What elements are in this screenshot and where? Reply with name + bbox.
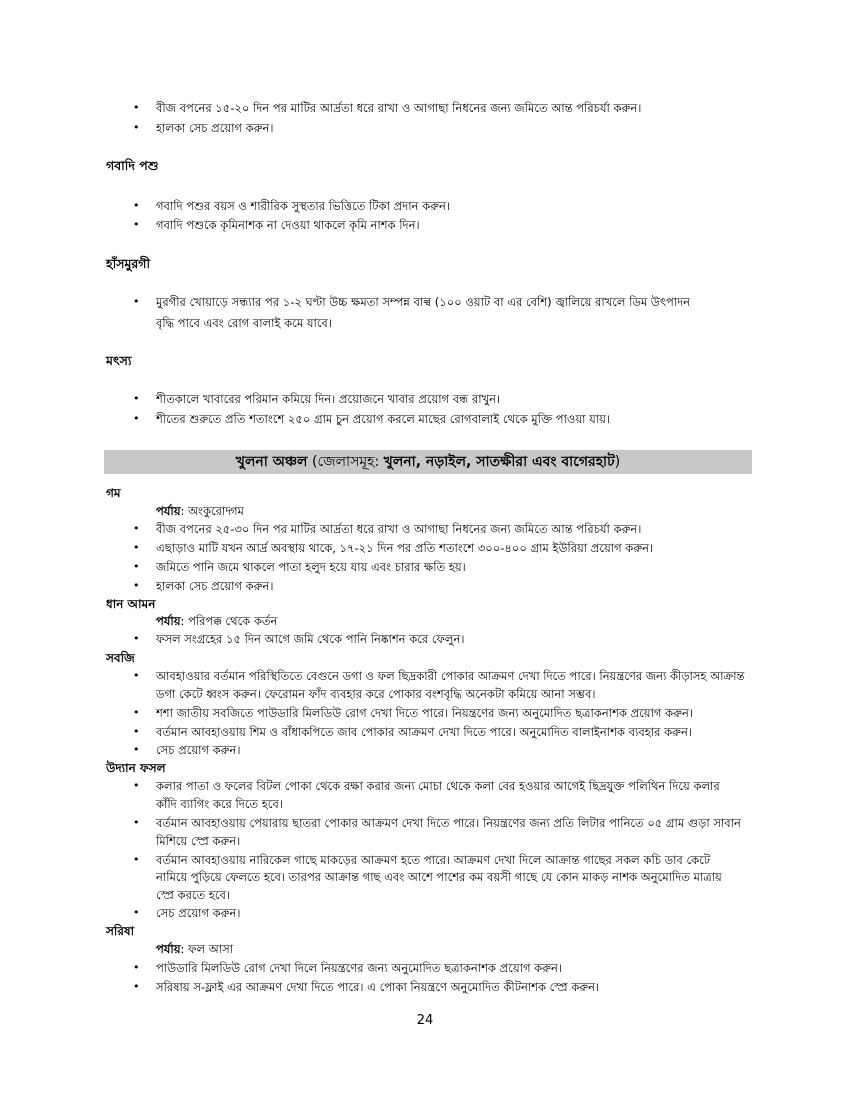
- list-item-text: বীজ বপনের ১৫-২০ দিন পর মাটির আর্দ্রতা ধরে রাখা ও আগাছা নিধনের জন্য জমিতে আন্ত পরিচর্যা করুন।: [156, 101, 642, 115]
- stage-value: : অংকুরোদ্গম: [180, 504, 244, 518]
- stage-label: পর্যায়: [156, 614, 181, 628]
- list-item-text: শশা জাতীয় সবজিতে পাউডারি মিলডিউ রোগ দেখা দিতে পারে। নিয়ন্ত্রণের জন্য অনুমোদিত ছত্রাকনাশক প্রয়োগ করুন।: [156, 706, 693, 720]
- list-item-text: শীতকালে খাবারের পরিমান কমিয়ে দিন। প্রয়োজনে খাবার প্রয়োগ বন্ধ রাখুন।: [156, 392, 501, 406]
- bullet-icon: •: [133, 743, 140, 756]
- list-item-text: গবাদি পশুর বয়স ও শারীরিক সুস্থতার ভিত্তিতে টিকা প্রদান করুন।: [156, 199, 450, 213]
- list-item-text: স্প্রে করতে হবে।: [156, 888, 230, 902]
- stage-value: : পরিপক্ক থেকে কর্তন: [180, 614, 278, 628]
- list-item-text: পাউডারি মিলডিউ রোগ দেখা দিলে নিয়ন্ত্রণের জন্য অনুমোদিত ছত্রাকনাশক প্রয়োগ করুন।: [156, 961, 562, 975]
- list-item-text: সরিষায় স-ফ্লাই এর আক্রমণ দেখা দিতে পারে। এ পোকা নিয়ন্ত্রণে অনুমোদিত কীটনাশক স্প্রে করুন।: [156, 980, 600, 994]
- bullet-icon: •: [133, 853, 140, 866]
- list-item-text: এছাড়াও মাটি যখন আর্দ্র অবস্থায় থাকে, ১৭-২১ দিন পর প্রতি শতাংশে ৩০০-৪০০ গ্রাম ইউরিয়া প্রয়োগ করুন।: [156, 541, 654, 555]
- heading-text: হাঁসমুরগী: [106, 256, 151, 271]
- list-item-text: বর্তমান আবহাওয়ায় নারিকেল গাছে মাকড়ের আক্রমণ হতে পারে। আক্রমণ দেখা দিলে আক্রান্ত গাছের সকল কচি ডাব কেটে: [156, 853, 711, 867]
- bullet-icon: •: [133, 632, 140, 645]
- heading-text: মৎস্য: [106, 353, 132, 368]
- list-item-text: বৃদ্ধি পাবে এবং রোগ বালাই কমে যাবে।: [156, 316, 332, 330]
- bullet-icon: •: [133, 295, 140, 308]
- heading-text: গম: [106, 486, 121, 500]
- bullet-icon: •: [133, 522, 140, 535]
- region-banner: [104, 450, 752, 474]
- list-item-text: ফসল সংগ্রহের ১৫ দিন আগে জমি থেকে পানি নিষ্কাশন করে ফেলুন।: [156, 632, 465, 646]
- bullet-icon: •: [133, 560, 140, 573]
- bullet-icon: •: [133, 961, 140, 974]
- list-item-text: গবাদি পশুকে কৃমিনাশক না দেওয়া থাকলে কৃমি নাশক দিন।: [156, 218, 420, 232]
- heading-text: গবাদি পশু: [106, 158, 159, 173]
- bullet-icon: •: [133, 392, 140, 405]
- bullet-icon: •: [133, 669, 140, 682]
- bullet-icon: •: [133, 816, 140, 829]
- list-item-text: জমিতে পানি জমে থাকলে পাতা হলুদ হয়ে যায় এবং চারার ক্ষতি হয়।: [156, 560, 466, 574]
- list-item-text: সেচ প্রয়োগ করুন।: [156, 906, 241, 920]
- heading-text: সরিষা: [106, 924, 135, 938]
- bullet-icon: •: [133, 218, 140, 231]
- page-number: 24: [416, 1013, 434, 1028]
- bullet-icon: •: [133, 980, 140, 993]
- list-item-text: বর্তমান আবহাওয়ায় শিম ও বাঁধাকপিতে জাব পোকার আক্রমণ দেখা দিতে পারে। অনুমোদিত বালাইনাশক ব্যবহার করুন।: [156, 725, 692, 739]
- list-item-text: মিশিয়ে স্প্রে করুন।: [156, 834, 241, 848]
- heading-text: উদ্যান ফসল: [106, 761, 166, 775]
- list-item-text: নামিয়ে পুড়িয়ে ফেলতে হবে। তারপর আক্রান্ত গাছ এবং আশে পাশের কম বয়সী গাছে যে কোন মাকড় নাশক অনুমোদিত মাত্রায়: [156, 870, 722, 884]
- list-item-text: মুরগীর খোয়াড়ে সন্ধ্যার পর ১-২ ঘণ্টা উচ্চ ক্ষমতা সম্পন্ন বাল্ব (১০০ ওয়াট বা এর বেশি) জ্বালিয়ে রাখলে ডিম উৎপাদন: [156, 295, 691, 309]
- list-item-text: আবহাওয়ার বর্তমান পরিস্থিতিতে বেগুনে ডগা ও ফল ছিদ্রকারী পোকার আক্রমণ দেখা দিতে পারে। নিয়ন্ত্রণের জন্য কীড়াসহ আক্রান্ত: [156, 669, 745, 683]
- bullet-icon: •: [133, 412, 140, 425]
- bullet-icon: •: [133, 121, 140, 134]
- list-item-text: বীজ বপনের ২৫-৩০ দিন পর মাটির আর্দ্রতা ধরে রাখা ও আগাছা নিধনের জন্য জমিতে আন্ত পরিচর্যা করুন।: [156, 522, 642, 536]
- bullet-icon: •: [133, 541, 140, 554]
- list-item-text: বর্তমান আবহাওয়ায় পেয়ারায় ছাতরা পোকার আক্রমণ দেখা দিতে পারে। নিয়ন্ত্রণের জন্য প্রতি লিটার পানিতে ০৫ গ্রাম গুড়া সাবান: [156, 816, 741, 830]
- list-item-text: হালকা সেচ প্রয়োগ করুন।: [156, 579, 274, 593]
- heading-text: ধান আমন: [106, 597, 156, 611]
- bullet-icon: •: [133, 779, 140, 792]
- list-item-text: শীতের শুরুতে প্রতি শতাংশে ২৫০ গ্রাম চুন প্রয়োগ করলে মাছের রোগবালাই থেকে মুক্তি পাওয়া যায়।: [156, 412, 611, 426]
- region-name: খুলনা অঞ্চল: [235, 454, 308, 470]
- list-item-text: ডগা কেটে ধ্বংস করুন। ফেরোমন ফাঁদ ব্যবহার করে পোকার বংশবৃদ্ধি অনেকটা কমিয়ে আনা সম্ভব।: [156, 687, 596, 701]
- bullet-icon: •: [133, 101, 140, 114]
- stage-label: পর্যায়: [156, 504, 181, 518]
- list-item-text: কলার পাতা ও ফলের বিটল পোকা থেকে রক্ষা করার জন্য মোচা থেকে কলা বের হওয়ার আগেই ছিদ্রযুক্ত পলিথিন দিয়ে কলার: [156, 779, 720, 793]
- region-districts: খুলনা, নড়াইল, সাতক্ষীরা এবং বাগেরহাট: [383, 454, 615, 470]
- bullet-icon: •: [133, 706, 140, 719]
- list-item-text: হালকা সেচ প্রয়োগ করুন।: [156, 121, 274, 135]
- region-close: ): [614, 454, 621, 470]
- heading-text: সবজি: [106, 651, 135, 665]
- stage-value: : ফল আসা: [180, 942, 234, 956]
- bullet-icon: •: [133, 906, 140, 919]
- list-item-text: সেচ প্রয়োগ করুন।: [156, 743, 241, 757]
- stage-label: পর্যায়: [156, 942, 181, 956]
- bullet-icon: •: [133, 579, 140, 592]
- bullet-icon: •: [133, 725, 140, 738]
- list-item-text: কাঁদি ব্যাগিং করে দিতে হবে।: [156, 797, 283, 811]
- region-open: (জেলাসমূহ:: [307, 454, 384, 470]
- bullet-icon: •: [133, 199, 140, 212]
